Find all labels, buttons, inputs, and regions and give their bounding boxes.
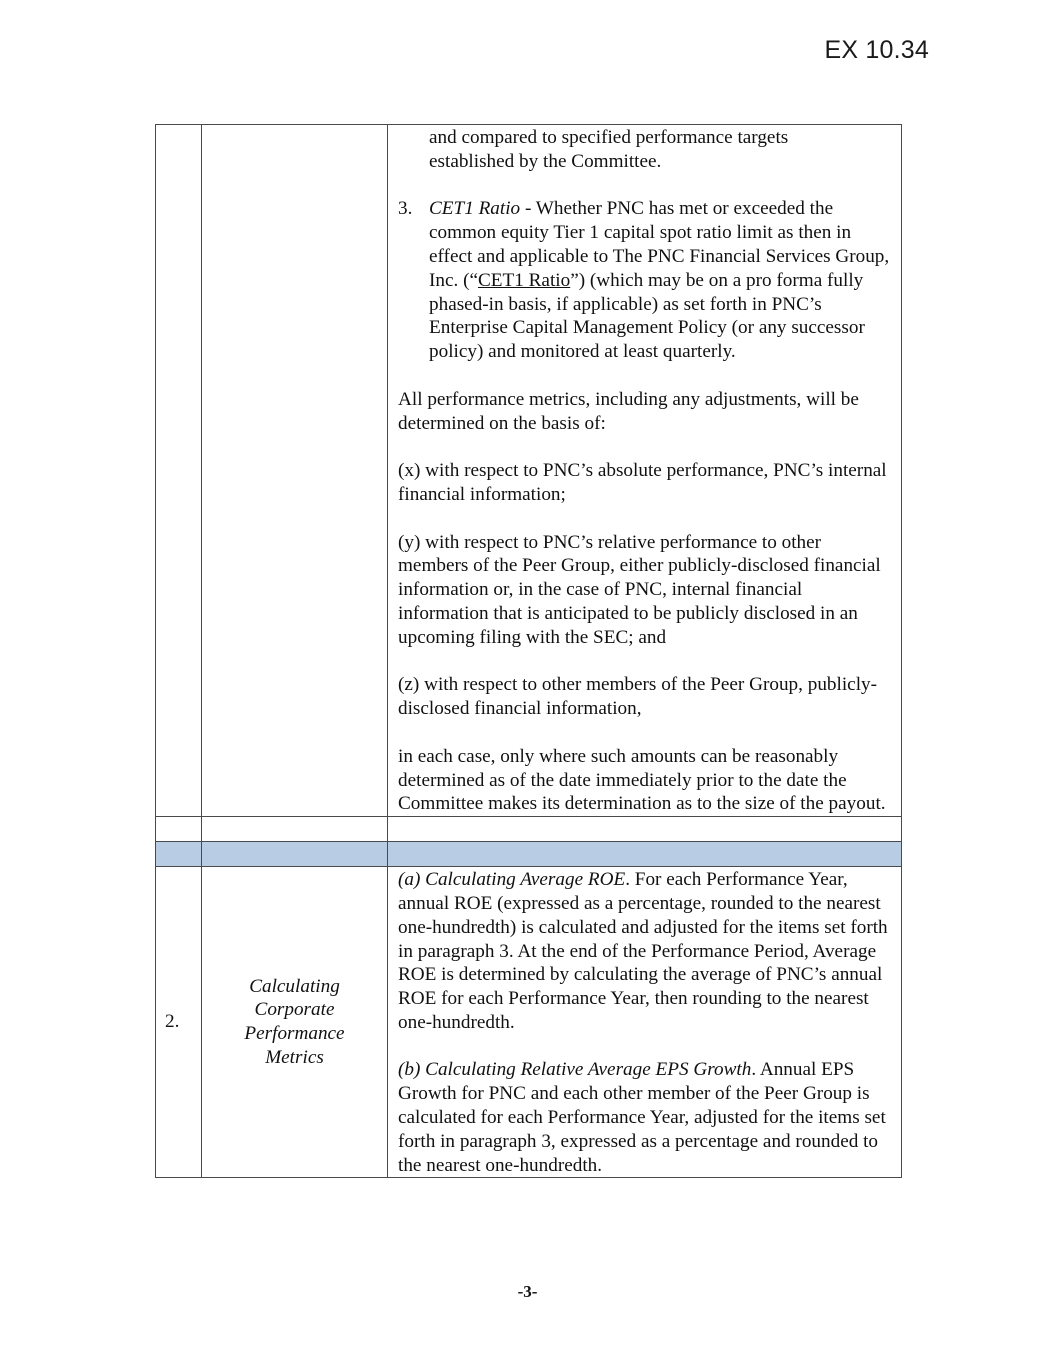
section-heading-line: Performance (244, 1023, 345, 1045)
section-heading-line: Metrics (265, 1047, 324, 1069)
item-title: CET1 Ratio (429, 198, 521, 220)
paragraph-b-text: . Annual EPS Growth for PNC and each other member of the Peer Group is calculated for each Performance Year, adjusted for the items set forth in paragraph 3, expressed as a percentage and rounded to the nearest one-hundredth. (398, 1059, 886, 1176)
basis-intro: All performance metrics, including any adjustments, will be determined on the basis of: (398, 388, 859, 434)
section-heading (202, 867, 388, 1178)
item-text: ”) (which may be on a pro forma fully phased-in basis, if applicable) as set forth in PNC’s Enterprise Capital Management Policy (or any successor policy) and monitored at least quarterly. (429, 269, 865, 363)
table-row-spacer (156, 817, 902, 842)
intro-line: and compared to specified performance targets (429, 127, 789, 148)
closing-text: in each case, only where such amounts can be reasonably determined as of the date immediately prior to the date the Committee makes its determination as to the size of the payout. (398, 745, 886, 815)
item-marker: 3. (398, 198, 413, 220)
paragraph-a-text: . For each Performance Year, annual ROE (expressed as a percentage, rounded to the nearest one-hundredth) is calculated and adjusted for the items set forth in paragraph 3. At the end of the Performance Period, Average ROE is determined by calculating the average of PNC’s annual ROE for each Performance Year, then rounding to the nearest one-hundredth. (398, 869, 888, 1033)
section-heading-line: Corporate (254, 999, 335, 1021)
item-text: - Whether PNC has met or exceeded the common equity Tier 1 capital spot ratio limit as then in effect and applicable to The PNC Financial Services Group, Inc. (“ (429, 198, 890, 291)
paragraph-b (398, 1058, 891, 1177)
section-body-cell (388, 867, 902, 1178)
intro-line: established by the Committee. (429, 150, 662, 172)
defined-term: CET1 Ratio (478, 269, 571, 291)
page-number: -3- (517, 1282, 538, 1301)
table-row-section-2 (156, 867, 902, 1178)
item-3-cet1-ratio (398, 197, 891, 364)
intro-text (398, 126, 891, 174)
section-number: 2. (156, 867, 202, 1178)
basis-y: (y) with respect to PNC’s relative performance to other members of the Peer Group, either publicly-disclosed financial information or, in the case of PNC, internal financial information that is anticipated to be publicly disclosed in an upcoming filing with the SEC; and (398, 531, 881, 648)
basis-x: (x) with respect to PNC’s absolute performance, PNC’s internal financial information; (398, 460, 887, 505)
row-number-cell (156, 125, 202, 817)
row-body-cell (388, 125, 902, 817)
table-row-continued (156, 125, 902, 817)
section-heading-line: Calculating (249, 975, 340, 997)
row-heading-cell (202, 125, 388, 817)
paragraph-a (398, 868, 891, 1035)
exhibit-label: EX 10.34 (824, 36, 929, 64)
basis-z: (z) with respect to other members of the Peer Group, publicly-disclosed financial information, (398, 674, 878, 720)
paragraph-a-title: (a) Calculating Average ROE (398, 869, 626, 891)
paragraph-b-title: (b) Calculating Relative Average EPS Growth (398, 1059, 752, 1081)
terms-table (155, 124, 902, 1178)
table-row-shaded-divider (156, 842, 902, 867)
